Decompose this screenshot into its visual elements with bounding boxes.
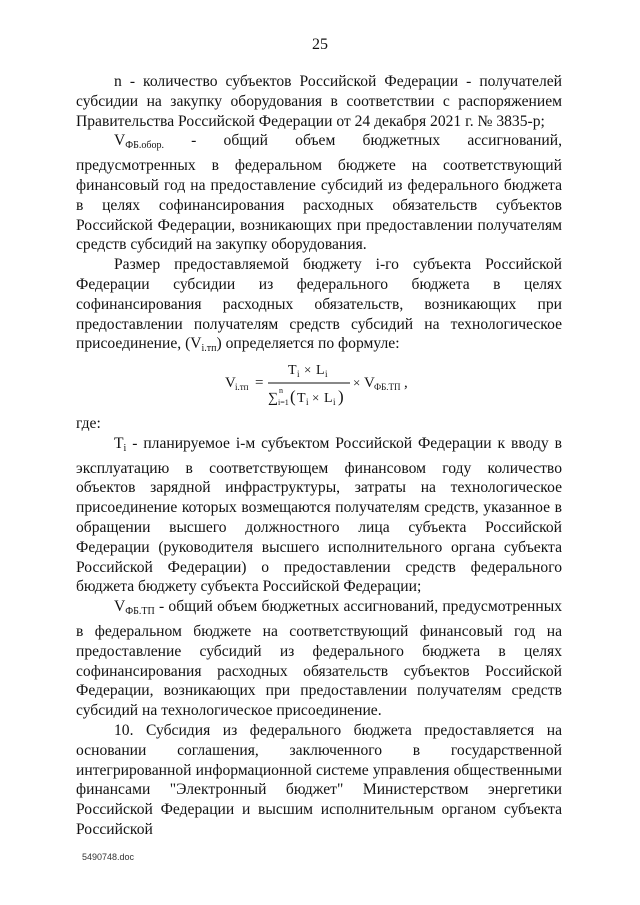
formula-intro: Размер предоставляемой бюджету i-го субъекта Российской Федерации субсидии из федерального бюджета в целях софинансирования расходных обязательств, возникающих при предоставлении получателям средств субсидий на технологическое присоединение, $(V_{i.тп})$ определяется по формуле: (76, 256, 562, 355)
where-label: где: (76, 415, 101, 432)
svg-text:ФБ.ТП: ФБ.ТП (374, 382, 401, 392)
svg-text:i: i (306, 397, 309, 407)
svg-text:V: V (364, 375, 375, 391)
page-number: 25 (312, 36, 328, 53)
definition-v-fb-tp: $V_{ФБ.ТП}$ - общий объем бюджетных ассигнований, предусмотренных в федеральном бюджете на соответствующий финансовый год на предоставление субсидий из федерального бюджета в целях софинансирования расходных обязательств субъектов Российской Федерации, возникающих при предоставлении получателям средств субсидий на технологическое присоединение. (76, 598, 562, 720)
svg-text:i: i (297, 369, 300, 379)
svg-text:×: × (312, 390, 320, 405)
svg-text:i=1: i=1 (278, 398, 289, 407)
clause-10: 10. Субсидия из федерального бюджета предоставляется на основании соглашения, заключенного в государственной интегрированной информационной системе управления общественными финансами "Электронный бюджет" Министерством энергетики Российской Федерации и высшим исполнительным органом субъекта Российской (76, 721, 562, 838)
text-block-bottom (76, 414, 562, 840)
formula (210, 360, 450, 410)
svg-text:,: , (404, 375, 408, 391)
svg-text:i: i (325, 369, 328, 379)
svg-text:(: ( (290, 387, 296, 406)
svg-text:V: V (225, 375, 236, 391)
svg-text:i: i (333, 397, 336, 407)
footer-filename: 5490748.doc (82, 852, 135, 862)
svg-text:L: L (324, 391, 333, 406)
svg-text:L: L (316, 363, 325, 378)
definition-n: n - количество субъектов Российской Федерации - получателей субсидии на закупку оборудования в соответствии с распоряжением Правительства Российской Федерации от 24 декабря 2021 г. № 3835-р; (76, 73, 562, 130)
svg-text:i.тп: i.тп (235, 382, 249, 392)
svg-text:T: T (297, 391, 306, 406)
svg-text:n: n (279, 386, 283, 395)
svg-text:=: = (255, 375, 264, 391)
definition-t-i: $T_i$ - планируемое i-м субъектом Российской Федерации к вводу в эксплуатацию в соответствующем финансовом году количество объектов зарядной инфраструктуры, затраты на технологическое присоединение которых возмещаются получателям средств, указанное в обращении высшего должностного лица субъекта Российской Федерации (руководителя высшего исполнительного органа субъекта Российской Федерации) о предоставлении средств федерального бюджета бюджету субъекта Российской Федерации; (76, 434, 562, 596)
svg-text:∑: ∑ (268, 391, 278, 406)
svg-text:×: × (353, 375, 361, 390)
svg-text:×: × (304, 362, 312, 377)
definition-v-fb-obor: $V_{ФБ.обор.}$ - общий объем бюджетных ассигнований, предусмотренных в федеральном бюджете на соответствующий финансовый год на предоставление субсидий из федерального бюджета в целях софинансирования расходных обязательств субъектов Российской Федерации, возникающих при предоставлении получателям средств субсидий на закупку оборудования. (76, 132, 562, 254)
svg-text:T: T (288, 363, 297, 378)
text-block-top (76, 72, 562, 359)
svg-text:): ) (338, 387, 344, 406)
